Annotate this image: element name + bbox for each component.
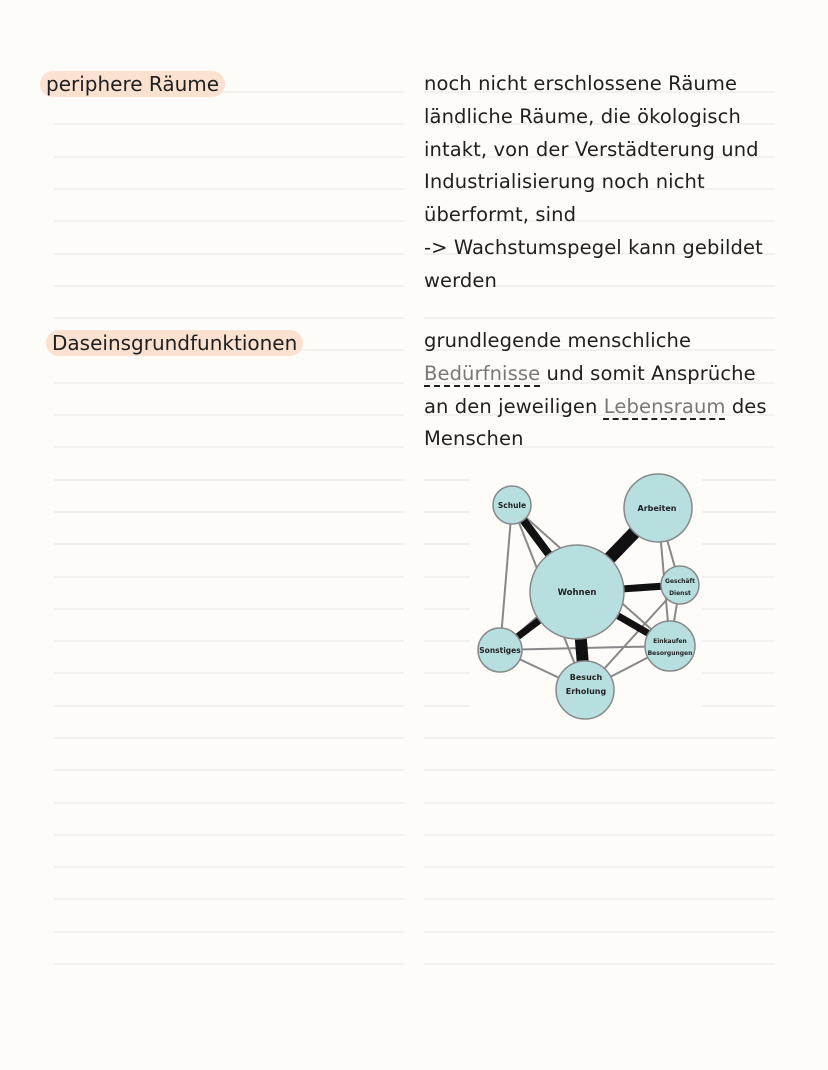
label-besuch: Besuch: [569, 673, 603, 682]
term-periphere-raeume: periphere Räume: [40, 71, 225, 97]
definition-line: Industrialisierung noch nicht: [424, 170, 705, 194]
link-beduerfnisse[interactable]: Bedürfnisse: [424, 361, 541, 385]
definition-line: Menschen: [424, 427, 524, 451]
label-dienst: Dienst: [669, 590, 691, 597]
definition-line: [424, 391, 784, 424]
definition-text: an den jeweiligen: [424, 394, 604, 418]
node-einkaufen: [645, 621, 695, 671]
definition-line: noch nicht erschlossene Räume: [424, 72, 738, 95]
node-geschaeft-dienst: [661, 566, 699, 604]
definition-line: -> Wachstumspegel kann gebildet: [424, 235, 763, 259]
term-daseinsgrundfunktionen: Daseinsgrundfunktionen: [46, 330, 303, 356]
definition-line: werden: [424, 268, 497, 292]
definition-line: grundlegende menschliche: [424, 329, 692, 352]
link-lebensraum[interactable]: Lebensraum: [603, 394, 726, 418]
definition-line: ländliche Räume, die ökologisch: [424, 104, 741, 128]
label-erholung: Erholung: [565, 687, 607, 696]
definition-periphere-raeume: [424, 68, 784, 298]
definition-daseinsgrundfunktionen: [424, 325, 784, 456]
label-geschaeft: Geschäft: [665, 578, 695, 585]
definition-text: und somit Ansprüche: [540, 361, 756, 385]
label-schule: Schule: [497, 501, 527, 510]
definition-text: des: [725, 394, 767, 418]
label-einkaufen: Einkaufen: [653, 638, 687, 645]
definition-line: intakt, von der Verstädterung und: [424, 137, 759, 161]
definition-line: überformt, sind: [424, 203, 577, 227]
label-wohnen: Wohnen: [557, 588, 597, 598]
label-besorgungen: Besorgungen: [647, 650, 693, 657]
definition-line: [424, 358, 784, 391]
daseinsgrundfunktionen-diagram: [470, 470, 710, 720]
label-sonstiges: Sonstiges: [479, 646, 521, 655]
label-arbeiten: Arbeiten: [637, 504, 677, 513]
